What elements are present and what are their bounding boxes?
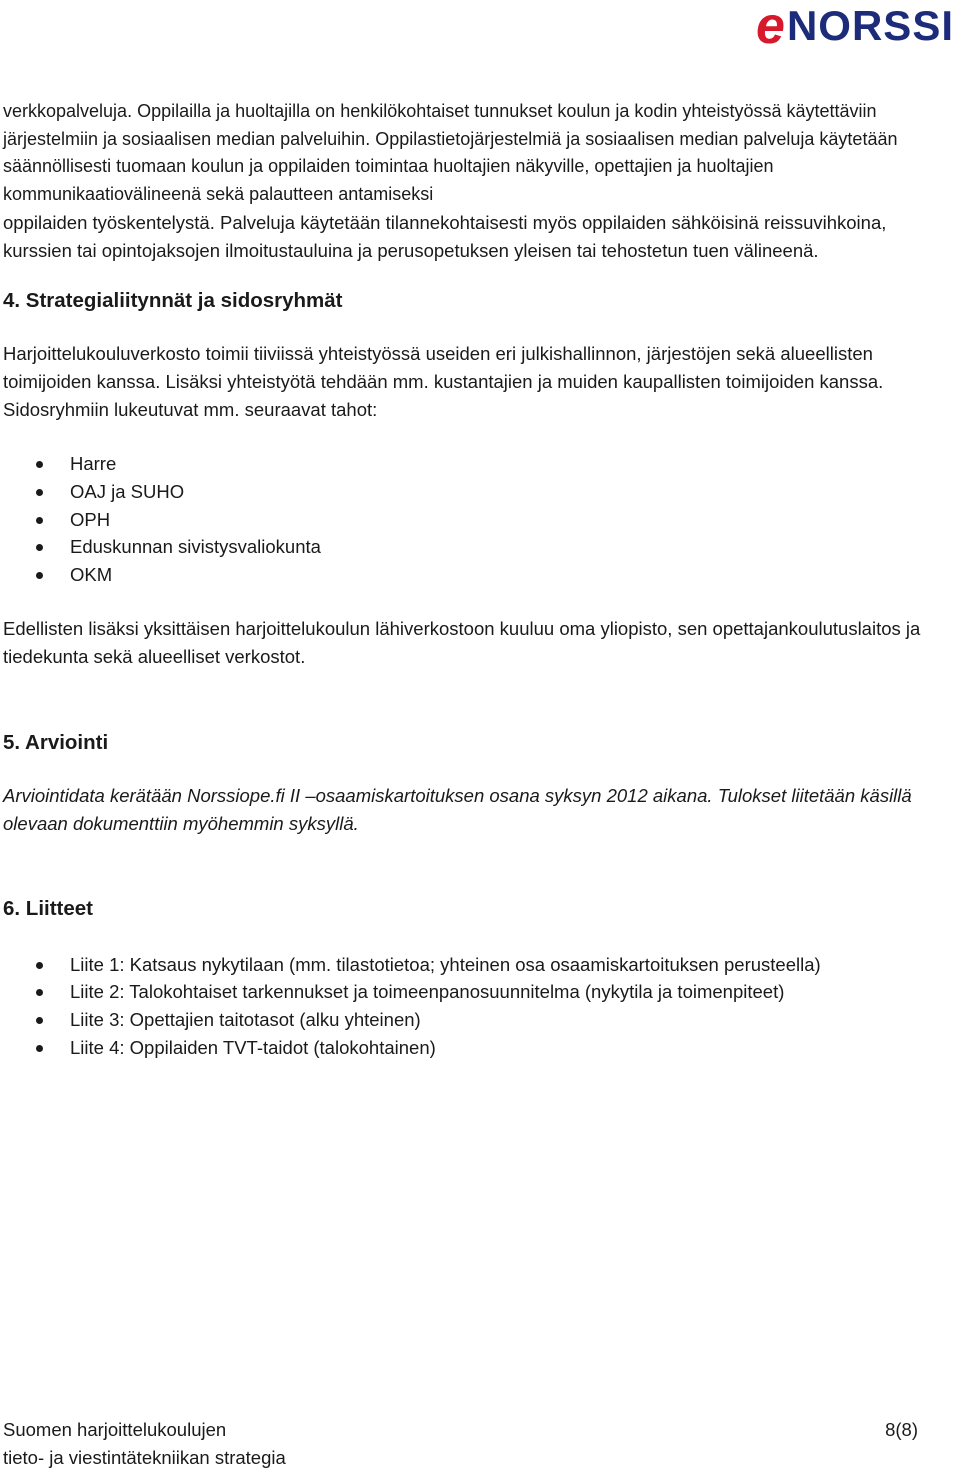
page-number: 8(8) [885, 1419, 918, 1440]
section-5-heading: 5. Arviointi [3, 731, 109, 755]
list-item: Eduskunnan sivistysvaliokunta [3, 533, 948, 561]
list-item: Liite 2: Talokohtaiset tarkennukset ja toimeenpanosuunnitelma (nykytila ja toimenpiteet) [3, 978, 948, 1006]
section-4-heading: 4. Strategialiitynnät ja sidosryhmät [3, 289, 343, 313]
section-5-paragraph: Arviointidata kerätään Norssiope.fi II –osaamiskartoituksen osana syksyn 2012 aikana. Tulokset liitetään käsillä olevaan dokumenttiin myöhemmin syksyllä. [3, 785, 912, 834]
section-4-closing: Edellisten lisäksi yksittäisen harjoittelukoulun lähiverkostoon kuuluu oma yliopisto, sen opettajankoulutuslaitos ja tiedekunta sekä alueelliset verkostot. [3, 617, 921, 667]
attachments-list [3, 951, 948, 1062]
footer-title-line-2: tieto- ja viestintätekniikan strategia [3, 1447, 286, 1468]
section-4-paragraph: Harjoittelukouluverkosto toimii tiiviissä yhteistyössä useiden eri julkishallinnon, järjestöjen sekä alueellisten toimijoiden kanssa. Lisäksi yhteistyötä tehdään mm. kustantajien ja muiden kaupallisten toimijoiden kanssa. Sidosryhmiin lukeutuvat mm. seuraavat tahot: [3, 343, 884, 420]
intro-paragraph-part-1: verkkopalveluja. Oppilailla ja huoltajilla on henkilökohtaiset tunnukset koulun ja kodin yhteistyössä käytettäviin järjestelmiin ja sosiaalisen median palveluihin. Oppilastietojärjestelmiä ja sosiaalisen median palveluja käytetään säännöllisesti tuomaan koulun ja oppilaiden toimintaa huoltajien näkyville, opettajien ja huoltajien kommunikaatiovälineenä sekä palautteen antamiseksi [3, 101, 898, 205]
list-item: OKM [3, 561, 948, 589]
list-item: OAJ ja SUHO [3, 478, 948, 506]
document-body [3, 98, 948, 1087]
list-item: Liite 4: Oppilaiden TVT-taidot (talokohtainen) [3, 1034, 948, 1062]
logo-wordmark: NORSSI [786, 2, 954, 49]
stakeholder-list [3, 450, 948, 589]
logo-letter-e: e [756, 0, 785, 55]
list-item: Liite 1: Katsaus nykytilaan (mm. tilastotietoa; yhteinen osa osaamiskartoituksen perusteella) [3, 951, 948, 979]
page-footer [3, 1416, 918, 1472]
intro-paragraph-part-2: oppilaiden työskentelystä. Palveluja käytetään tilannekohtaisesti myös oppilaiden sähköisinä reissuvihkoina, kurssien tai opintojaksojen ilmoitustauluina ja perusopetuksen yleisen tai tehostetun tuen välineenä. [3, 211, 887, 261]
enorssi-logo [756, 0, 954, 55]
footer-title-line-1: Suomen harjoittelukoulujen [3, 1419, 227, 1440]
list-item: Harre [3, 450, 948, 478]
list-item: Liite 3: Opettajien taitotasot (alku yhteinen) [3, 1006, 948, 1034]
list-item: OPH [3, 506, 948, 534]
section-6-heading: 6. Liitteet [3, 896, 93, 920]
